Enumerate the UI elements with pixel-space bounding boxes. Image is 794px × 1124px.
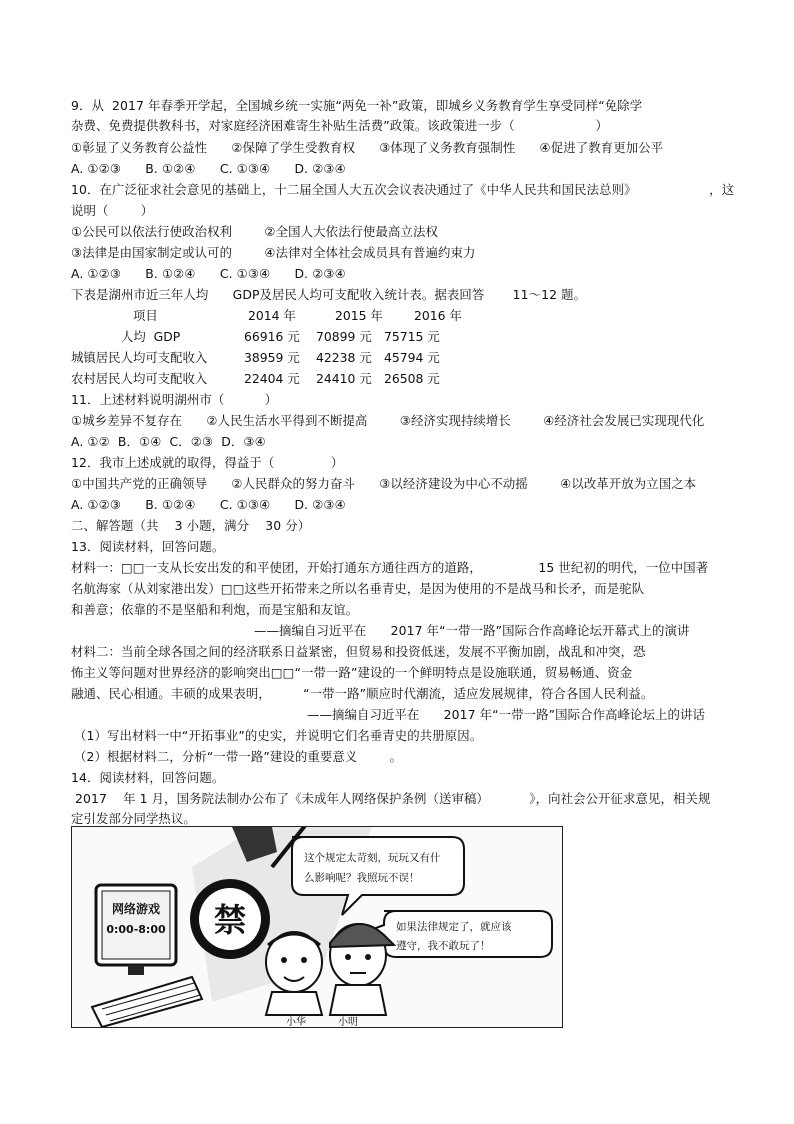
cartoon-illustration	[71, 826, 563, 1028]
bubble2-line2: 遵守，我不敢玩了！	[396, 940, 491, 952]
table-header-2016: 2016 年	[414, 308, 462, 323]
table-header-item: 项目	[133, 308, 158, 323]
name-xiaoming: 小明	[338, 1017, 358, 1027]
table-cell: 45794 元	[384, 350, 440, 365]
q13-material2-line3: 融通、民心相通。丰硕的成果表明， “一带一路”顺应时代潮流，适应发展规律，符合各国人民利益。	[71, 686, 654, 701]
table-cell: 66916 元	[244, 329, 300, 344]
table-row	[71, 369, 440, 386]
q12-choices: A. ①②③ B. ①②④ C. ①③④ D. ②③④	[71, 497, 346, 512]
q13-stem: 13．阅读材料，回答问题。	[71, 539, 225, 554]
q13-subquestion-1: （1）写出材料一中“开拓事业”的史实，并说明它们名垂青史的共册原因。	[74, 728, 483, 743]
q10-options-1: ①公民可以依法行使政治权利 ②全国人大依法行使最高立法权	[71, 224, 438, 239]
table-cell: 26508 元	[384, 371, 440, 386]
table-cell-label: 城镇居民人均可支配收入	[71, 350, 208, 365]
table-header-2015: 2015 年	[335, 308, 383, 323]
q13-material1-source: ——摘编自习近平在 2017 年“一带一路”国际合作高峰论坛开幕式上的演讲	[254, 623, 690, 638]
q13-subquestion-2: （2）根据材料二，分析“一带一路”建设的重要意义 。	[74, 749, 403, 764]
table-cell: 38959 元	[244, 350, 300, 365]
q10-stem-line1: 10．在广泛征求社会意见的基础上，十二届全国人大五次会议表决通过了《中华人民共和国民法总则》 ，这	[71, 182, 735, 197]
table-cell: 42238 元	[316, 350, 372, 365]
table-row	[71, 327, 440, 344]
table-header-row	[71, 306, 462, 323]
q14-text-line1: 2017 年 1 月，国务院法制办公布了《未成年人网络保护条例（送审稿） 》，向社会公开征求意见，相关规	[71, 791, 711, 806]
q9-options: ①彰显了义务教育公益性 ②保障了学生受教育权 ③体现了义务教育强制性 ④促进了教育更加公平	[71, 140, 664, 155]
table-row	[71, 348, 440, 365]
table-header-2014: 2014 年	[248, 308, 296, 323]
q13-material1-line3: 和善意；依靠的不是坚船和利炮，而是宝船和友谊。	[71, 602, 359, 617]
q13-material2-line1: 材料二：当前全球各国之间的经济联系日益紧密，但贸易和投资低迷，发展不平衡加剧，战乱和冲突，恐	[71, 644, 646, 659]
q13-material2-line2: 怖主义等问题对世界经济的影响突出□□“一带一路”建设的一个鲜明特点是设施联通，贸易畅通、资金	[71, 665, 633, 680]
q11-options: ①城乡差异不复存在 ②人民生活水平得到不断提高 ③经济实现持续增长 ④经济社会发展已实现现代化	[71, 413, 705, 428]
q13-material1-line2: 名航海家（从刘家港出发）□□这些开拓带来之所以名垂青史，是因为使用的不是战马和长矛，而是驼队	[71, 581, 645, 596]
q13-material1-line1: 材料一：□□一支从长安出发的和平使团，开始打通东方通往西方的道路， 15 世纪初的明代，一位中国著	[71, 560, 709, 575]
screen-time-text: 0:00-8:00	[106, 923, 166, 936]
ban-character: 禁	[213, 901, 247, 939]
q10-stem-line2: 说明（ ）	[71, 203, 154, 218]
q14-text-line2: 定引发部分同学热议。	[71, 811, 196, 826]
table-cell: 70899 元	[316, 329, 372, 344]
table-cell: 75715 元	[384, 329, 440, 344]
table-cell-label: 人均 GDP	[121, 329, 181, 344]
q13-material2-source: ——摘编自习近平在 2017 年“一带一路”国际合作高峰论坛上的讲话	[307, 707, 705, 722]
table-intro: 下表是湖州市近三年人均 GDP及居民人均可支配收入统计表。据表回答 11～12 题。	[71, 287, 587, 302]
q9-stem-line1: 9．从 2017 年春季开学起，全国城乡统一实施“两免一补”政策，即城乡义务教育学生享受同样“免除学	[71, 98, 643, 113]
q11-choices: A. ①② B．①④ C．②③ D．③④	[71, 434, 266, 449]
screen-title-text: 网络游戏	[111, 902, 161, 916]
name-xiaohua: 小华	[286, 1017, 306, 1027]
q12-options: ①中国共产党的正确领导 ②人民群众的努力奋斗 ③以经济建设为中心不动摇 ④以改革开放为立国之本	[71, 476, 697, 491]
q9-choices: A. ①②③ B. ①②④ C. ①③④ D. ②③④	[71, 161, 346, 176]
table-cell: 24410 元	[316, 371, 372, 386]
table-cell: 22404 元	[244, 371, 300, 386]
q10-choices: A. ①②③ B. ①②④ C. ①③④ D. ②③④	[71, 266, 346, 281]
q11-stem: 11．上述材料说明湖州市（ ）	[71, 392, 278, 407]
q10-options-2: ③法律是由国家制定或认可的 ④法律对全体社会成员具有普遍约束力	[71, 245, 476, 260]
q9-stem-line2: 杂费、免费提供教科书，对家庭经济困难寄生补贴生活费”政策。该政策进一步（ ）	[71, 118, 608, 133]
q12-stem: 12．我市上述成就的取得，得益于（ ）	[71, 455, 344, 470]
section-heading: 二、解答题（共 3 小题，满分 30 分）	[71, 518, 311, 533]
q14-stem: 14．阅读材料，回答问题。	[71, 770, 225, 785]
bubble1-line1: 这个规定太苛刻，玩玩又有什	[304, 852, 441, 864]
table-cell-label: 农村居民人均可支配收入	[71, 371, 208, 386]
bubble2-line1: 如果法律规定了，就应该	[396, 921, 512, 933]
bubble1-line2: 么影响呢？我照玩不误！	[304, 872, 420, 884]
